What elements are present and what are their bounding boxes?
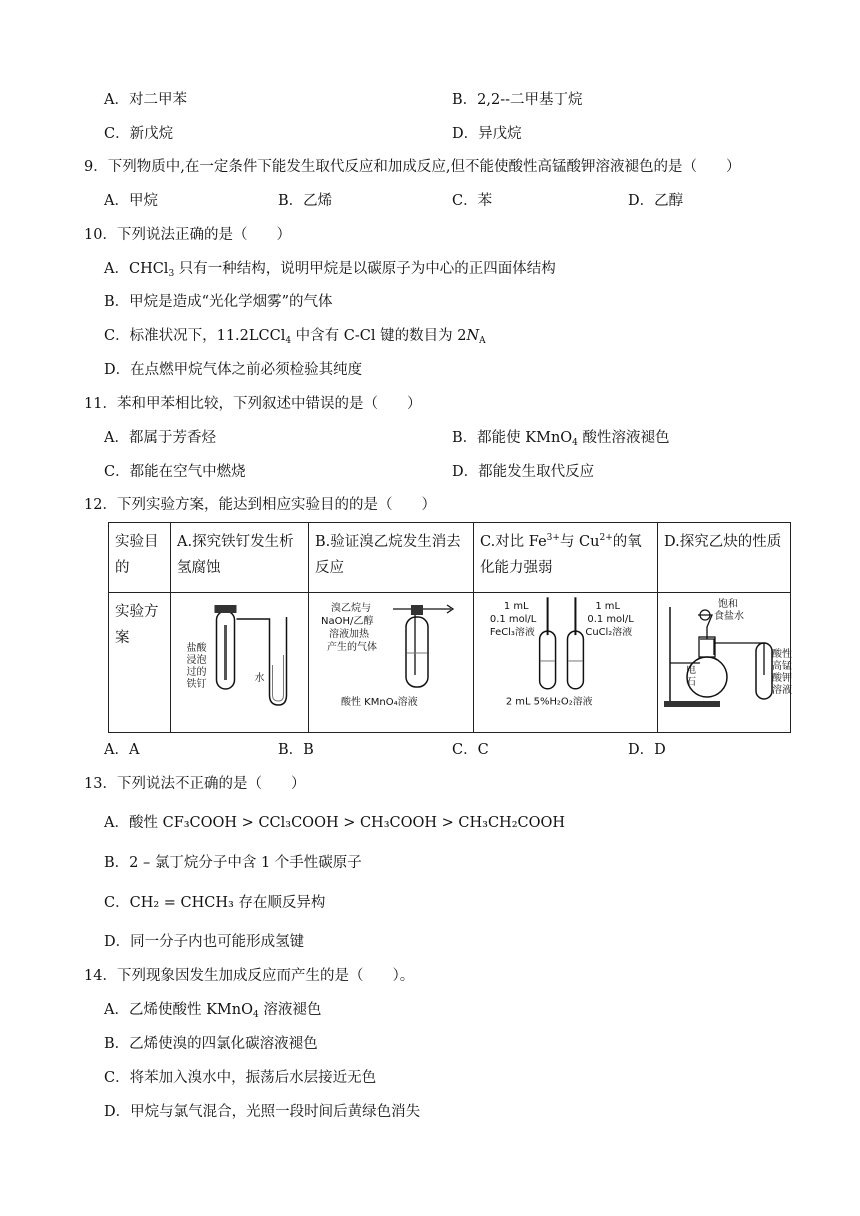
diagram-b-cell bbox=[309, 593, 474, 733]
svg-text:NaOH/乙醇: NaOH/乙醇 bbox=[321, 616, 374, 627]
q8-option-a[interactable]: A．对二甲苯 bbox=[104, 92, 187, 108]
q14-option-d[interactable]: D．甲烷与氯气混合，光照一段时间后黄绿色消失 bbox=[104, 1104, 421, 1120]
q8-option-d[interactable]: D．异戊烷 bbox=[452, 126, 522, 142]
q11-option-b[interactable]: B．都能使 KMnO$_4$ 酸性溶液褪色 bbox=[452, 430, 670, 448]
diagram-c-oxidation bbox=[476, 595, 655, 713]
svg-text:铁钉: 铁钉 bbox=[186, 679, 207, 690]
diagram-c-cell bbox=[474, 593, 658, 733]
q10-option-a[interactable]: A．CHCl$_3$ 只有一种结构，说明甲烷是以碳原子为中心的正四面体结构 bbox=[104, 261, 556, 279]
q12-option-c[interactable]: C．C bbox=[452, 742, 489, 758]
diagram-b-elimination bbox=[311, 595, 471, 713]
q11-stem: 11．苯和甲苯相比较，下列叙述中错误的是（ ） bbox=[84, 396, 422, 412]
q14-option-b[interactable]: B．乙烯使溴的四氯化碳溶液褪色 bbox=[104, 1036, 318, 1052]
diagram-a-cell bbox=[171, 593, 309, 733]
q13-option-c[interactable]: C．CH₂ = CHCH₃ 存在顺反异构 bbox=[104, 895, 326, 911]
svg-text:石: 石 bbox=[686, 677, 696, 688]
q14-option-c[interactable]: C．将苯加入溴水中，振荡后水层接近无色 bbox=[104, 1070, 377, 1086]
svg-text:溴乙烷与: 溴乙烷与 bbox=[331, 603, 371, 614]
svg-text:过的: 过的 bbox=[186, 667, 207, 678]
head-a: A.探究铁钉发生析氢腐蚀 bbox=[171, 523, 309, 593]
q13-option-d[interactable]: D．同一分子内也可能形成氢键 bbox=[104, 934, 305, 950]
q11-option-a[interactable]: A．都属于芳香烃 bbox=[104, 430, 216, 446]
svg-text:浸泡: 浸泡 bbox=[186, 655, 207, 666]
svg-text:2 mL 5%H₂O₂溶液: 2 mL 5%H₂O₂溶液 bbox=[505, 696, 593, 708]
svg-text:0.1 mol/L: 0.1 mol/L bbox=[489, 614, 537, 626]
experiment-table bbox=[108, 522, 791, 733]
q10-option-b[interactable]: B．甲烷是造成“光化学烟雾”的气体 bbox=[104, 294, 333, 310]
svg-text:0.1 mol/L: 0.1 mol/L bbox=[587, 614, 634, 626]
diagram-a-nail-corrosion bbox=[173, 595, 306, 713]
head-c: C.对比 $Fe^{3+}$与 $Cu^{2+}$的氧化能力强弱 bbox=[474, 523, 658, 593]
svg-text:盐酸: 盐酸 bbox=[186, 643, 207, 654]
svg-text:高锰: 高锰 bbox=[772, 661, 792, 672]
q13-option-b[interactable]: B．2 – 氯丁烷分子中含 1 个手性碳原子 bbox=[104, 855, 362, 871]
svg-text:1 mL: 1 mL bbox=[503, 601, 529, 613]
q12-option-b[interactable]: B．B bbox=[278, 742, 314, 758]
head-d: D.探究乙炔的性质 bbox=[658, 523, 791, 593]
svg-text:溶液加热: 溶液加热 bbox=[329, 629, 369, 640]
q10-option-c[interactable]: C．标准状况下，11.2LCCl$_4$ 中含有 C-Cl 键的数目为 $2N_A$ bbox=[104, 328, 486, 346]
q8-option-b[interactable]: B．2,2--二甲基丁烷 bbox=[452, 92, 583, 108]
svg-text:酸钾: 酸钾 bbox=[772, 673, 792, 684]
q9-stem: 9．下列物质中,在一定条件下能发生取代反应和加成反应,但不能使酸性高锰酸钾溶液褪色的是（ ） bbox=[84, 159, 741, 175]
svg-text:FeCl₃溶液: FeCl₃溶液 bbox=[489, 627, 535, 639]
q10-stem: 10．下列说法正确的是（ ） bbox=[84, 227, 291, 243]
q9-option-a[interactable]: A．甲烷 bbox=[104, 193, 158, 209]
row-head-purpose: 实验目的 bbox=[109, 523, 171, 593]
q14-option-a[interactable]: A．乙烯使酸性 KMnO$_4$ 溶液褪色 bbox=[104, 1002, 322, 1020]
q12-stem: 12．下列实验方案，能达到相应实验目的的是（ ） bbox=[84, 497, 436, 513]
svg-text:酸性 KMnO₄溶液: 酸性 KMnO₄溶液 bbox=[341, 697, 418, 708]
q9-option-b[interactable]: B．乙烯 bbox=[278, 193, 333, 209]
q14-stem: 14．下列现象因发生加成反应而产生的是（ ）。 bbox=[84, 968, 415, 984]
q12-option-d[interactable]: D．D bbox=[628, 742, 666, 758]
q13-option-a[interactable]: A．酸性 CF₃COOH > CCl₃COOH > CH₃COOH > CH₃CH₂COOH bbox=[104, 815, 566, 831]
q9-option-d[interactable]: D．乙醇 bbox=[628, 193, 684, 209]
head-b: B.验证溴乙烷发生消去反应 bbox=[309, 523, 474, 593]
svg-text:酸性: 酸性 bbox=[772, 649, 792, 660]
q9-option-c[interactable]: C．苯 bbox=[452, 193, 493, 209]
svg-text:产生的气体: 产生的气体 bbox=[327, 642, 377, 653]
svg-text:CuCl₂溶液: CuCl₂溶液 bbox=[585, 627, 633, 639]
q11-option-d[interactable]: D．都能发生取代反应 bbox=[452, 464, 595, 480]
q10-option-d[interactable]: D．在点燃甲烷气体之前必须检验其纯度 bbox=[104, 362, 363, 378]
row-head-plan: 实验方案 bbox=[109, 593, 171, 733]
svg-text:水: 水 bbox=[254, 673, 265, 684]
diagram-d-acetylene bbox=[660, 595, 792, 713]
q12-option-a[interactable]: A．A bbox=[104, 742, 140, 758]
svg-text:溶液: 溶液 bbox=[772, 685, 792, 696]
svg-text:饱和: 饱和 bbox=[718, 599, 738, 610]
svg-text:电: 电 bbox=[686, 665, 696, 676]
q13-stem: 13．下列说法不正确的是（ ） bbox=[84, 776, 306, 792]
svg-text:食盐水: 食盐水 bbox=[714, 611, 744, 622]
q8-option-c[interactable]: C．新戊烷 bbox=[104, 126, 174, 142]
diagram-d-cell bbox=[658, 593, 791, 733]
svg-text:1 mL: 1 mL bbox=[595, 601, 621, 613]
q11-option-c[interactable]: C．都能在空气中燃烧 bbox=[104, 464, 246, 480]
